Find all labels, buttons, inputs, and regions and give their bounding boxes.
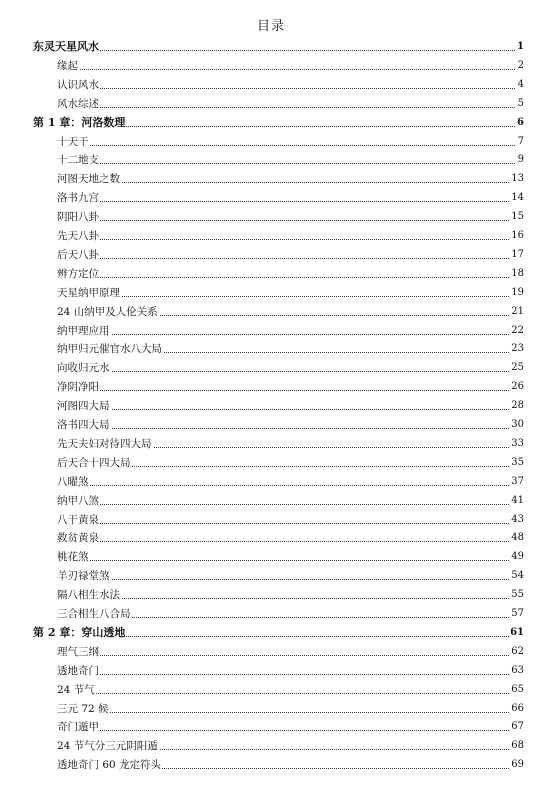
- toc-entry-page: 37: [511, 475, 524, 487]
- toc-entry[interactable]: [0, 698, 542, 716]
- toc-entry-page: 69: [511, 759, 524, 771]
- toc-entry-page: 41: [511, 494, 524, 506]
- toc-entry[interactable]: [0, 187, 542, 205]
- toc-entry[interactable]: [0, 320, 542, 338]
- toc-entry-title: 缘起: [57, 59, 78, 72]
- toc-entry[interactable]: [0, 301, 542, 319]
- toc-entry[interactable]: [0, 206, 542, 224]
- toc-entry-page: 22: [511, 324, 524, 336]
- dot-leader: [57, 598, 515, 599]
- toc-entry[interactable]: [0, 93, 542, 111]
- toc-entry-page: 26: [511, 381, 524, 393]
- toc-entry-page: 62: [511, 645, 524, 657]
- toc-entry-title: 理气三纲: [57, 645, 99, 658]
- toc-entry-title: 十天干: [57, 135, 89, 148]
- toc-entry[interactable]: [0, 527, 542, 545]
- dot-leader: [57, 69, 515, 70]
- toc-entry-page: 18: [511, 267, 524, 279]
- toc-entry-title: 第 1 章：河洛数理: [33, 115, 126, 129]
- toc-entry-title: 隔八相生水法: [57, 589, 120, 602]
- dot-leader: [57, 220, 515, 221]
- toc-entry[interactable]: [0, 471, 542, 489]
- toc-entry-page: 1: [517, 41, 524, 52]
- toc-entry-title: 三合相生八合局: [57, 608, 131, 620]
- dot-leader: [57, 655, 515, 656]
- toc-entry-title: 纳甲归元催官水八大局: [57, 343, 162, 356]
- dot-leader: [57, 239, 515, 240]
- toc-entry[interactable]: [0, 263, 542, 281]
- toc-entry[interactable]: [0, 603, 542, 621]
- toc-entry[interactable]: [0, 36, 542, 54]
- dot-leader: [57, 485, 515, 486]
- toc-entry-title: 天星纳甲原理: [57, 286, 120, 299]
- toc-entry[interactable]: [0, 376, 542, 394]
- toc-entry-page: 33: [511, 437, 524, 449]
- toc-entry[interactable]: [0, 660, 542, 678]
- dot-leader: [57, 541, 515, 542]
- toc-entry-title: 24 节气: [57, 683, 95, 696]
- toc-entry-page: 43: [511, 513, 524, 525]
- dot-leader: [57, 693, 515, 694]
- dot-leader: [57, 163, 515, 164]
- toc-entry-page: 48: [511, 532, 524, 544]
- dot-leader: [57, 277, 515, 278]
- toc-entry-title: 纳甲理应用: [57, 324, 110, 337]
- toc-entry-page: 16: [511, 230, 524, 241]
- toc-entry-page: 57: [511, 608, 524, 619]
- toc-entry[interactable]: [0, 131, 542, 149]
- toc-entry-page: 6: [517, 116, 524, 128]
- toc-entry-title: 东灵天星风水: [33, 40, 99, 53]
- toc-entry-title: 十二地支: [57, 154, 99, 167]
- toc-entry-page: 28: [511, 400, 524, 412]
- toc-entry-title: 洛书四大局: [57, 419, 110, 431]
- toc-entry-page: 66: [511, 702, 524, 714]
- dot-leader: [57, 674, 515, 675]
- toc-entry[interactable]: [0, 112, 542, 130]
- toc-entry-page: 55: [511, 589, 524, 601]
- dot-leader: [57, 523, 515, 524]
- dot-leader: [57, 182, 515, 183]
- toc-entry[interactable]: [0, 225, 542, 243]
- dot-leader: [57, 258, 515, 259]
- toc-entry-page: 25: [511, 362, 524, 374]
- toc-entry-page: 35: [511, 456, 524, 468]
- toc-entry-page: 61: [510, 626, 524, 638]
- dot-leader: [57, 504, 515, 505]
- toc-entry[interactable]: [0, 546, 542, 564]
- toc-entry-page: 30: [511, 419, 524, 430]
- toc-entry-page: 63: [511, 664, 524, 676]
- toc-entry[interactable]: [0, 735, 542, 753]
- toc-entry[interactable]: [0, 622, 542, 640]
- toc-entry[interactable]: [0, 414, 542, 432]
- dot-leader: [57, 201, 515, 202]
- dot-leader: [57, 730, 515, 731]
- dot-leader: [57, 579, 515, 580]
- toc-entry-page: 19: [511, 286, 524, 298]
- toc-entry-page: 67: [511, 721, 524, 733]
- toc-entry-title: 河图四大局: [57, 400, 110, 413]
- toc-entry[interactable]: [0, 716, 542, 734]
- toc-entry[interactable]: [0, 357, 542, 375]
- toc-entry-title: 八干黄泉: [57, 513, 99, 526]
- toc-entry-page: 21: [511, 305, 524, 317]
- toc-entry-title: 纳甲八煞: [57, 494, 99, 507]
- toc-entry-title: 羊刃禄堂煞: [57, 570, 110, 583]
- toc-entry-page: 65: [511, 683, 524, 695]
- toc-entry[interactable]: [0, 244, 542, 262]
- toc-entry-page: 4: [517, 78, 524, 90]
- toc-entry-title: 后天八卦: [57, 248, 99, 261]
- toc-entry-page: 13: [511, 173, 524, 185]
- dot-leader: [57, 390, 515, 391]
- toc-entry[interactable]: [0, 149, 542, 167]
- toc-entry-title: 24 节气分三元阴阳遁: [57, 740, 158, 753]
- toc-entry-page: 9: [517, 154, 524, 166]
- toc-entry-page: 54: [511, 570, 524, 582]
- toc-entry-title: 八曜煞: [57, 475, 89, 488]
- toc-entry[interactable]: [0, 565, 542, 583]
- toc-entry-title: 辨方定位: [57, 267, 99, 280]
- toc-entry-title: 透地奇门 60 龙定符头: [57, 759, 162, 772]
- toc-entry-title: 先天夫妇对待四大局: [57, 437, 152, 450]
- toc-entry-title: 洛书九宫: [57, 192, 99, 205]
- dot-leader: [33, 50, 515, 51]
- toc-entry[interactable]: [0, 395, 542, 413]
- toc-entry-title: 先天八卦: [57, 230, 99, 242]
- toc-entry[interactable]: [0, 282, 542, 300]
- toc-entry-title: 向收归元水: [57, 362, 110, 375]
- dot-leader: [57, 296, 515, 297]
- toc-entry[interactable]: [0, 55, 542, 73]
- dot-leader: [57, 560, 515, 561]
- toc-entry-title: 透地奇门: [57, 664, 99, 677]
- toc-entry-title: 风水综述: [57, 97, 99, 110]
- toc-entry[interactable]: [0, 168, 542, 186]
- toc-entry-page: 23: [511, 343, 524, 355]
- toc-entry-page: 14: [511, 192, 524, 204]
- toc-entry[interactable]: [0, 509, 542, 527]
- toc-entry-page: 5: [517, 97, 524, 109]
- toc-entry-page: 68: [511, 740, 524, 752]
- toc-entry-page: 7: [517, 135, 524, 147]
- toc-entry-title: 河图天地之数: [57, 173, 120, 186]
- toc-entry-title: 桃花煞: [57, 551, 89, 564]
- toc-entry[interactable]: [0, 74, 542, 92]
- dot-leader: [57, 409, 515, 410]
- dot-leader: [57, 712, 515, 713]
- toc-entry-title: 24 山纳甲及人伦关系: [57, 305, 158, 318]
- toc-entry-title: 后天合十四大局: [57, 456, 131, 469]
- dot-leader: [57, 334, 515, 335]
- dot-leader: [57, 428, 515, 429]
- toc-entry-title: 净阴净阳: [57, 381, 99, 394]
- toc-entry[interactable]: [0, 754, 542, 772]
- toc-entry-title: 阴阳八卦: [57, 211, 99, 224]
- dot-leader: [57, 107, 515, 108]
- toc-entry[interactable]: [0, 338, 542, 356]
- toc-entry[interactable]: [0, 452, 542, 470]
- toc-entry[interactable]: [0, 679, 542, 697]
- toc-entry[interactable]: [0, 433, 542, 451]
- toc-entry-page: 49: [511, 551, 524, 563]
- dot-leader: [57, 88, 515, 89]
- toc-entry-page: 15: [511, 211, 524, 223]
- toc-entry-title: 三元 72 候: [57, 702, 109, 715]
- toc-entry-page: 17: [511, 248, 524, 260]
- toc-entry[interactable]: [0, 490, 542, 508]
- toc-entry-title: 认识风水: [57, 78, 99, 91]
- toc-entry-page: 2: [517, 59, 524, 71]
- dot-leader: [57, 145, 515, 146]
- toc-entry[interactable]: [0, 641, 542, 659]
- page-title: 目录: [256, 19, 285, 34]
- toc-entry-title: 第 2 章：穿山透地: [33, 625, 126, 639]
- toc-entry[interactable]: [0, 584, 542, 602]
- toc-entry-title: 救贫黄泉: [57, 532, 99, 545]
- dot-leader: [57, 371, 515, 372]
- toc-entry-title: 奇门遁甲: [57, 721, 99, 734]
